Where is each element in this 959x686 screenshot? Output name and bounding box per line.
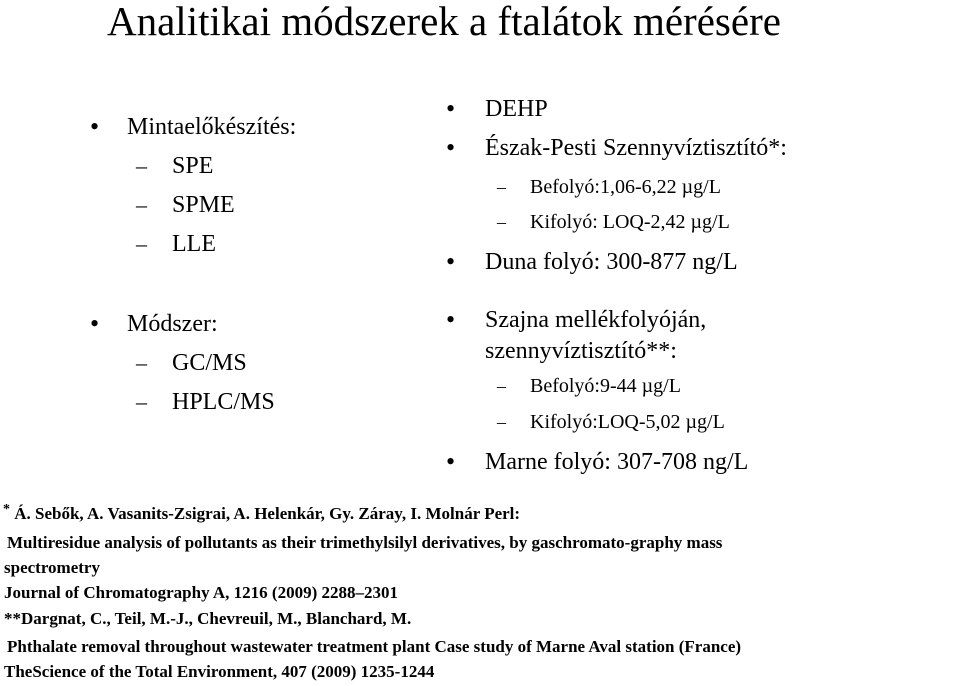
sample-prep-label: Mintaelőkészítés: bbox=[127, 114, 297, 140]
reference-1-journal: Journal of Chromatography A, 1216 (2009) 2288–2301 bbox=[4, 583, 398, 602]
sample-prep-item: SPME bbox=[172, 192, 235, 218]
reference-1-authors-line bbox=[3, 503, 520, 525]
reference-1-title-line2: spectrometry bbox=[4, 558, 100, 577]
north-pest-outflow: Kifolyó: LOQ-2,42 µg/L bbox=[530, 211, 730, 233]
dehp-label: DEHP bbox=[485, 96, 548, 122]
seine-inflow: Befolyó:9-44 µg/L bbox=[530, 375, 681, 397]
dash-marker: – bbox=[136, 153, 147, 178]
method-label: Módszer: bbox=[127, 311, 218, 337]
method-item: HPLC/MS bbox=[172, 389, 275, 415]
north-pest-label: Észak-Pesti Szennyvíztisztító*: bbox=[485, 135, 787, 161]
method-item: GC/MS bbox=[172, 350, 247, 376]
dash-marker: – bbox=[497, 412, 506, 432]
bullet-dot: • bbox=[446, 305, 456, 334]
dash-marker: – bbox=[497, 376, 506, 396]
sample-prep-item: SPE bbox=[172, 153, 214, 179]
dash-marker: – bbox=[136, 192, 147, 217]
bullet-dot: • bbox=[446, 133, 456, 162]
reference-1-authors: Á. Sebők, A. Vasanits-Zsigrai, A. Helenkár, Gy. Záray, I. Molnár Perl: bbox=[14, 504, 521, 523]
bullet-dot: • bbox=[446, 247, 456, 276]
bullet-dot: • bbox=[90, 309, 100, 338]
bullet-dot: • bbox=[446, 447, 456, 476]
seine-outflow: Kifolyó:LOQ-5,02 µg/L bbox=[530, 411, 725, 433]
bullet-dot: • bbox=[90, 112, 100, 141]
reference-2-authors: **Dargnat, C., Teil, M.-J., Chevreuil, M., Blanchard, M. bbox=[4, 609, 412, 628]
dash-marker: – bbox=[497, 177, 506, 197]
reference-2-journal: TheScience of the Total Environment, 407 (2009) 1235-1244 bbox=[4, 662, 435, 681]
dash-marker: – bbox=[497, 212, 506, 232]
page-title: Analitikai módszerek a ftalátok mérésére bbox=[107, 0, 781, 44]
sample-prep-item: LLE bbox=[172, 231, 216, 257]
dash-marker: – bbox=[136, 350, 147, 375]
north-pest-inflow: Befolyó:1,06-6,22 µg/L bbox=[530, 176, 721, 198]
dash-marker: – bbox=[136, 231, 147, 256]
dash-marker: – bbox=[136, 389, 147, 414]
seine-label-line1: Szajna mellékfolyóján, bbox=[485, 307, 707, 333]
marne-label: Marne folyó: 307-708 ng/L bbox=[485, 449, 749, 475]
reference-1-title-line1: Multiresidue analysis of pollutants as their trimethylsilyl derivatives, by gaschromato-graphy mass bbox=[7, 533, 723, 552]
reference-1-star: * bbox=[3, 502, 10, 517]
reference-2-title: Phthalate removal throughout wastewater treatment plant Case study of Marne Aval station (France) bbox=[7, 637, 742, 656]
bullet-dot: • bbox=[446, 94, 456, 123]
danube-label: Duna folyó: 300-877 ng/L bbox=[485, 249, 738, 275]
seine-label-line2: szennyvíztisztító**: bbox=[485, 338, 677, 364]
